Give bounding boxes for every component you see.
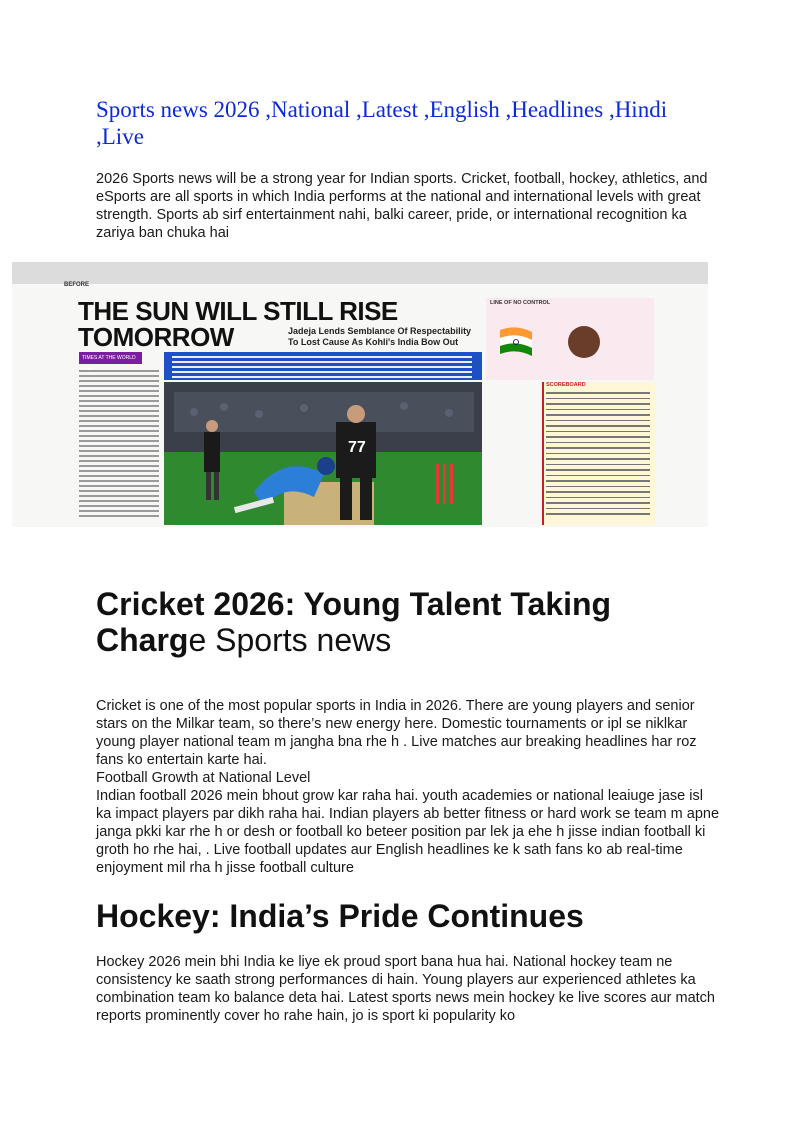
- hockey-paragraph: Hockey 2026 mein bhi India ke liye ek proud sport bana hua hai. National hockey team ne consistency ke saath strong performances di hain. Young players aur experienced athletes ka combination team ko balance deta hai. Latest sports news mein hockey ke live scores aur match reports prominently cover ho rahe hain, jo is sport ki popularity ko: [96, 954, 715, 1024]
- before-tag: BEFORE: [64, 282, 90, 288]
- jersey-number: 77: [348, 439, 366, 456]
- hockey-heading: Hockey: India’s Pride Continues: [96, 898, 584, 934]
- football-subheading: Football Growth at National Level: [96, 770, 311, 786]
- cricket-heading-regular: e Sports news: [188, 622, 392, 658]
- cricket-photo: [164, 382, 482, 525]
- newspaper-subheadline-line2: To Lost Cause As Kohli's India Bow Out: [288, 337, 459, 347]
- cricket-heading: [96, 586, 716, 658]
- page-title: Sports news 2026 ,National ,Latest ,English ,Headlines ,Hindi ,Live: [96, 97, 668, 149]
- newspaper-subheadline: [288, 326, 471, 348]
- cricket-section-body: [96, 697, 720, 877]
- cartoon-label: LINE OF NO CONTROL: [490, 300, 551, 306]
- newspaper-column-text: [79, 370, 159, 520]
- newspaper-subheadline-line1: Jadeja Lends Semblance Of Respectability: [288, 326, 472, 336]
- newspaper-headline-line2: TOMORROW: [78, 322, 234, 352]
- football-paragraph: Indian football 2026 mein bhout grow kar raha hai. youth academies or national leaiuge jase isl ka impact players par dikh raha hai. Indian players ab better fitness or hard work se team m apne janga pkki kar rhe h or desh or football ko beteer position par lek ja ehe h jisse indian football ki groth ho rhe hai, . Live football updates aur English headlines ke k sath fans ko ab real-time enjoyment mil rha h jisse football culture: [96, 788, 720, 876]
- world-cup-logo: TIMES AT THE WORLD: [79, 352, 142, 364]
- cricket-paragraph: Cricket is one of the most popular sports in India in 2026. There are young players and senior stars on the Milkar team, so there’s new energy here. Domestic tournaments or ipl se niklkar young player national team m jangha bna rhe h . Live matches aur breaking headlines har roz fans ko entertain karte hai.: [96, 698, 697, 768]
- intro-paragraph: 2026 Sports news will be a strong year for Indian sports. Cricket, football, hockey, athletics, and eSports are all sports in which India performs at the national and international levels with great strength. Sports ab sirf entertainment nahi, balki career, pride, or international recognition ka zariya ban chuka hai: [96, 171, 708, 241]
- scoreboard-title: SCOREBOARD: [546, 382, 586, 388]
- newspaper-image: [12, 262, 708, 527]
- newspaper-headline-line1: THE SUN WILL STILL RISE: [78, 296, 398, 326]
- cartoon-figure: [568, 326, 600, 358]
- scoreboard-lines: [546, 392, 650, 519]
- cricket-heading-bold: Cricket 2026: Young Talent Taking Charg: [96, 586, 612, 658]
- stumps: [436, 464, 453, 504]
- flag-icon: [496, 322, 536, 362]
- quote-banner-text: [172, 356, 472, 381]
